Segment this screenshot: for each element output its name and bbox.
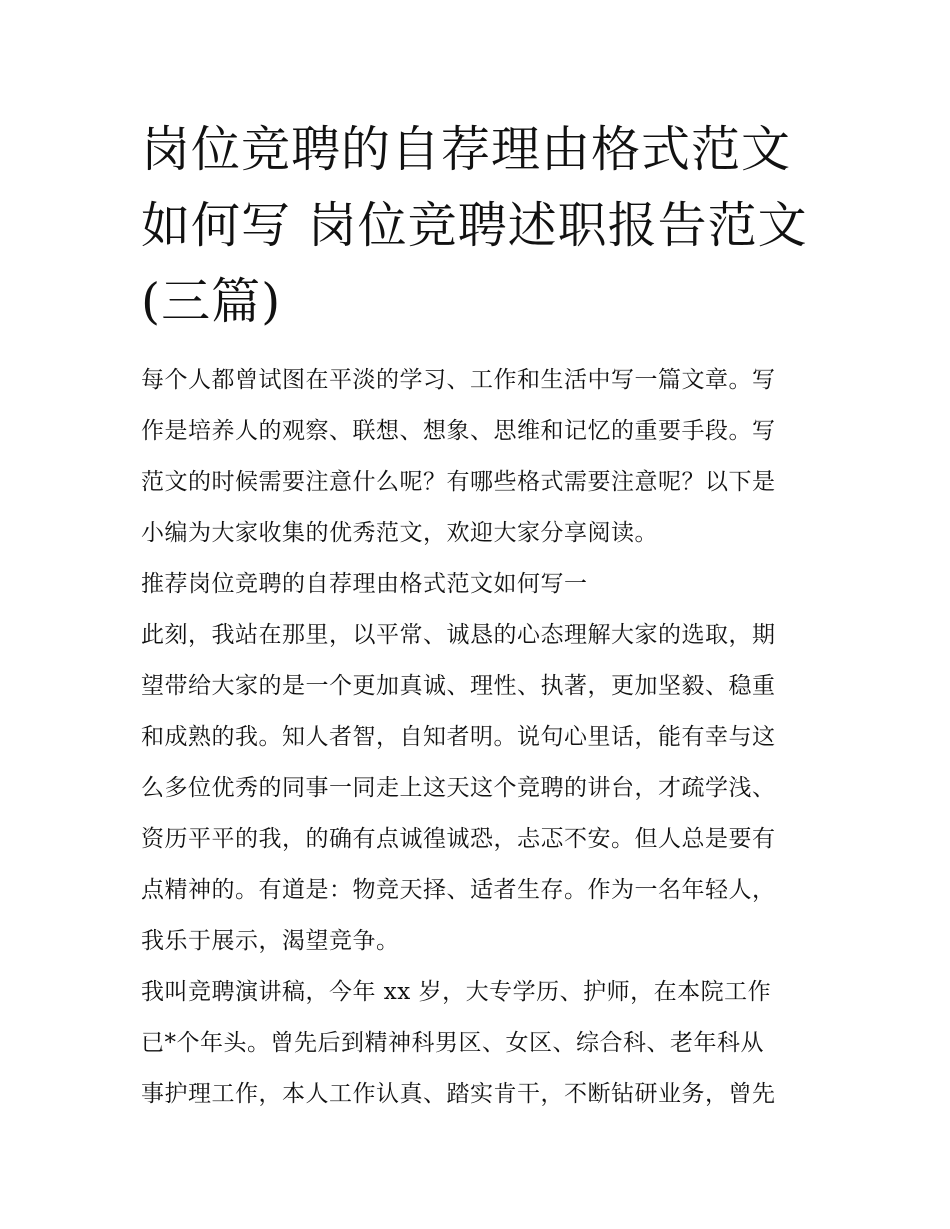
intro-paragraph (141, 355, 821, 559)
text-line: 推荐岗位竞聘的自荐理由格式范文如何写一 (141, 571, 588, 597)
text-line: 望带给大家的是一个更加真诚、理性、执著，更加坚毅、稳重 (141, 673, 776, 699)
document-body (141, 355, 821, 1120)
section-heading (141, 559, 821, 610)
text-line: 作是培养人的观察、联想、想象、思维和记忆的重要手段。写 (141, 418, 776, 444)
body-paragraph (141, 610, 821, 967)
text-line: 已*个年头。曾先后到精神科男区、女区、综合科、老年科从 (141, 1030, 764, 1056)
title-line: 如何写 岗位竞聘述职报告范文 (141, 197, 808, 254)
document-title (141, 112, 821, 340)
text-line: 我叫竞聘演讲稿，今年 xx 岁，大专学历、护师，在本院工作 (141, 979, 772, 1005)
text-line: 每个人都曾试图在平淡的学习、工作和生活中写一篇文章。写 (141, 367, 776, 393)
text-line: 和成熟的我。知人者智，自知者明。说句心里话，能有幸与这 (141, 724, 776, 750)
text-line: 我乐于展示，渴望竞争。 (141, 928, 400, 954)
text-line: 么多位优秀的同事一同走上这天这个竞聘的讲台，才疏学浅、 (141, 775, 776, 801)
body-paragraph (141, 967, 821, 1120)
text-line: 事护理工作，本人工作认真、踏实肯干，不断钻研业务，曾先 (141, 1081, 776, 1107)
text-line: 小编为大家收集的优秀范文，欢迎大家分享阅读。 (141, 520, 658, 546)
text-line: 范文的时候需要注意什么呢？有哪些格式需要注意呢？以下是 (141, 469, 776, 495)
text-line: 此刻，我站在那里，以平常、诚恳的心态理解大家的选取，期 (141, 622, 776, 648)
title-line: (三篇) (141, 273, 282, 330)
text-line: 资历平平的我，的确有点诚徨诚恐，忐忑不安。但人总是要有 (141, 826, 776, 852)
title-line: 岗位竞聘的自荐理由格式范文 (141, 121, 792, 178)
text-line: 点精神的。有道是：物竞天择、适者生存。作为一名年轻人， (141, 877, 776, 903)
